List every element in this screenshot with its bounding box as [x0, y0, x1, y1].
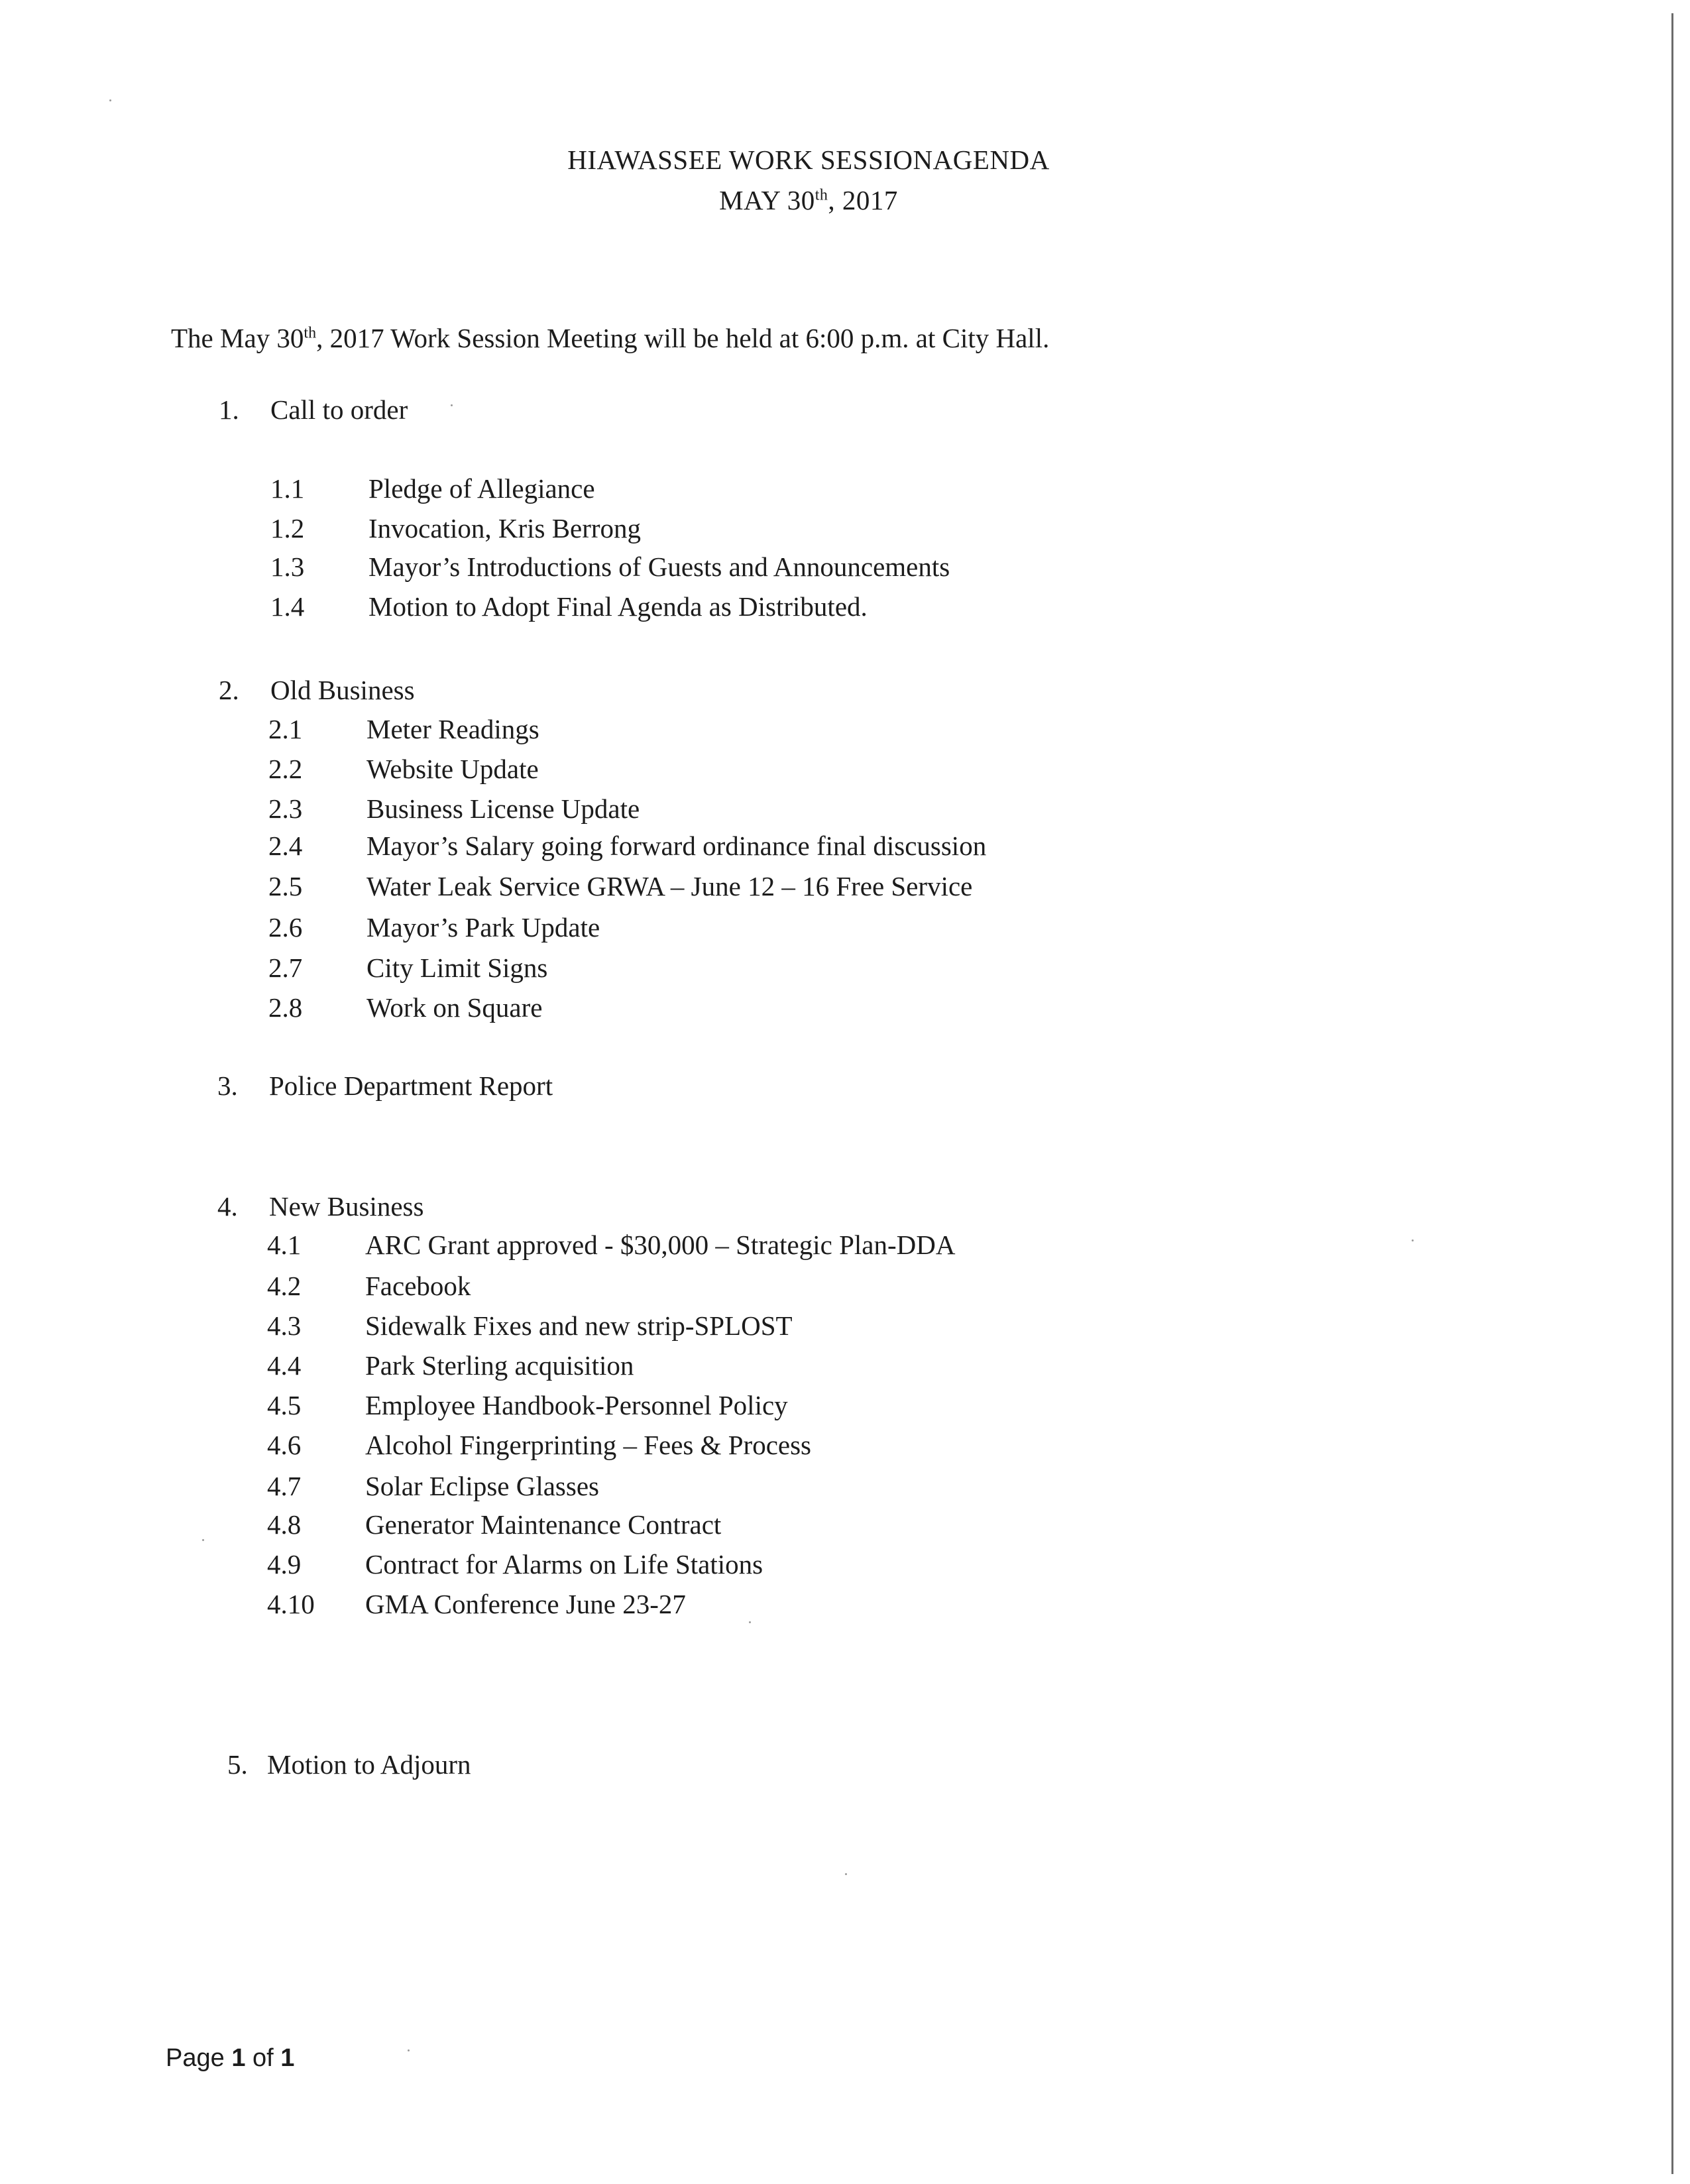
agenda-title: HIAWASSEE WORK SESSIONAGENDA	[567, 144, 1050, 175]
scan-speck	[845, 1873, 847, 1875]
scan-speck	[749, 1621, 751, 1623]
scan-speck	[202, 1539, 204, 1541]
page-number: Page 1 of 1	[166, 2044, 295, 2072]
scan-speck	[451, 404, 453, 406]
agenda-date: MAY 30th, 2017	[719, 185, 898, 215]
scan-speck	[408, 2049, 410, 2051]
scan-speck	[1412, 1239, 1414, 1241]
scan-edge-line	[1671, 13, 1673, 2174]
meeting-intro: The May 30th, 2017 Work Session Meeting will be held at 6:00 p.m. at City Hall.	[171, 323, 1050, 353]
scan-speck	[109, 99, 111, 101]
agenda-page: HIAWASSEE WORK SESSIONAGENDA MAY 30th, 2017 The May 30th, 2017 Work Session Meeting will be held at 6:00 p.m. at City Hall. 1. Call to order 1.1 Pledge of Allegiance 1.2 Invocation, Kris Berrong 1.3 Mayor’s Introductions of Guests and Announcements 1.4 Motion to Adopt Final Agenda as Distributed. 2. Old Business 2.1 Meter Readings 2.2 Website Update 2.3 Business License Update 2.4 Mayor’s Salary going forward ordinance final discussion 2.5 Water Leak Service GRWA – June 12 – 16 Free Service 2.6 Mayor’s Park Update 2.7 City Limit Signs 2.8 Work on Square 3. Police Department Report 4. New Business 4.1 ARC Grant approved - $30,000 – Strategic Plan-DDA 4.2 Facebook 4.3 Sidewalk Fixes and new strip-SPLOST 4.4 Park Sterling acquisition 4.5 Employee Handbook-Personnel Policy 4.6 Alcohol Fingerprinting – Fees & Process 4.7 Solar Eclipse Glasses 4.8 Generator Maintenance Contract 4.9 Contract for Alarms on Life Stations 4.10 GMA Conference June 23-27 5. Motion to Adjourn Page 1 of 1	[0, 0, 1690, 2184]
